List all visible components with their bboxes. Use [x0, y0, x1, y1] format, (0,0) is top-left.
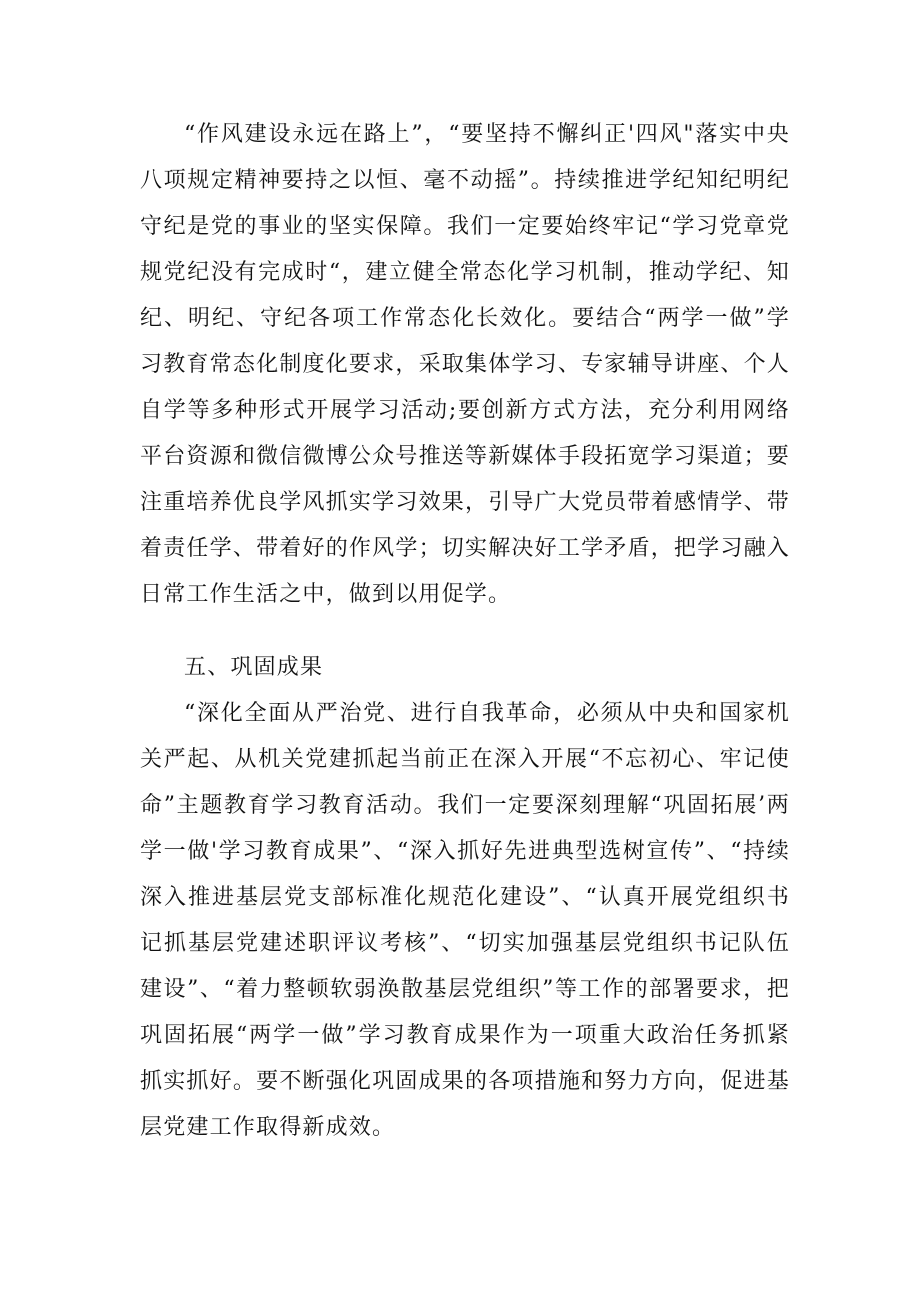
section-heading-5: 五、巩固成果	[184, 655, 324, 680]
body-paragraph-2: “深化全面从严治党、进行自我革命，必须从中央和国家机关严起、从机关党建抓起当前正在深入开展“不忘初心、牢记使命”主题教育学习教育活动。我们一定要深刻理解“巩固拓展’两学一做'学习教育成果”、“深入抓好先进典型选树宣传”、“持续深入推进基层党支部标准化规范化建设”、“认真开展党组织书记抓基层党建述职评议考核”、“切实加强基层党组织书记队伍建设”、“着力整顿软弱涣散基层党组织”等工作的部署要求，把巩固拓展“两学一做”学习教育成果作为一项重大政治任务抓紧抓实抓好。要不断强化巩固成果的各项措施和努力方向，促进基层党建工作取得新成效。	[140, 701, 790, 1140]
body-paragraph-1: “作风建设永远在路上”，“要坚持不懈纠正'四风"落实中央八项规定精神要持之以恒、毫不动摇”。持续推进学纪知纪明纪守纪是党的事业的坚实保障。我们一定要始终牢记“学习党章党规党纪没有完成时“，建立健全常态化学习机制，推动学纪、知纪、明纪、守纪各项工作常态化长效化。要结合“两学一做”学习教育常态化制度化要求，采取集体学习、专家辅导讲座、个人自学等多种形式开展学习活动;要创新方式方法，充分利用网络平台资源和微信微博公众号推送等新媒体手段拓宽学习渠道；要注重培养优良学风抓实学习效果，引导广大党员带着感情学、带着责任学、带着好的作风学；切实解决好工学矛盾，把学习融入日常工作生活之中，做到以用促学。	[140, 122, 790, 607]
